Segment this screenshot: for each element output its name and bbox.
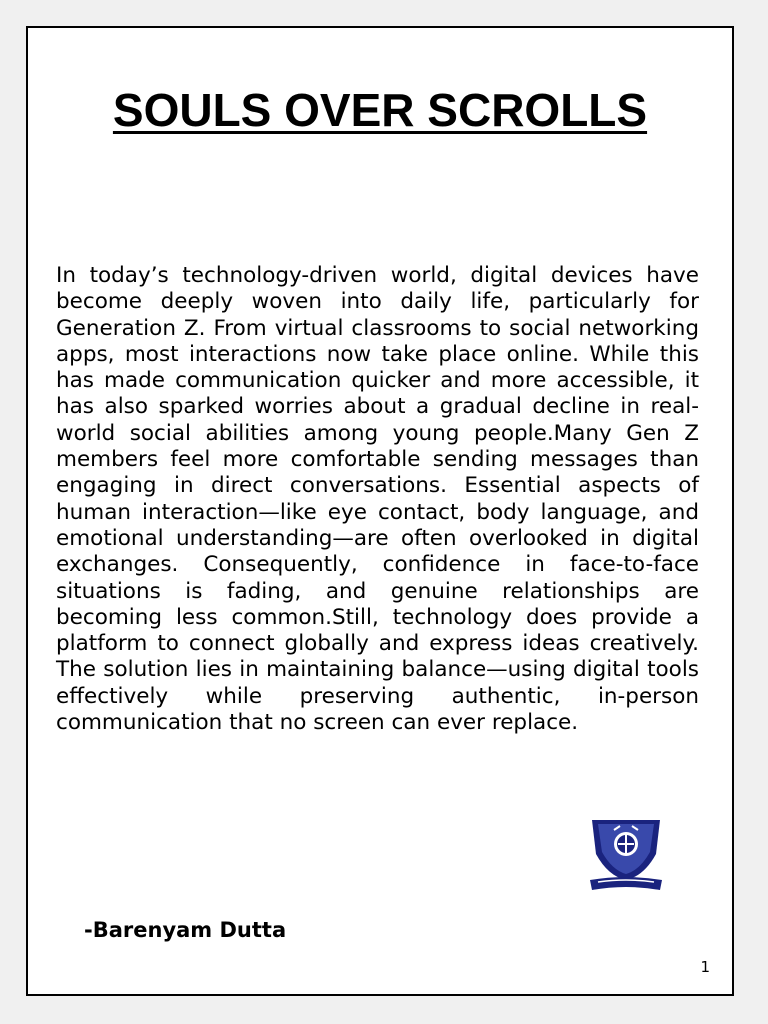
page-title: SOULS OVER SCROLLS	[112, 84, 648, 136]
document-page	[26, 26, 734, 996]
essay-body: In today’s technology-driven world, digital devices have become deeply woven into daily life, particularly for Generation Z. From virtual classrooms to social networking apps, most interactions now take place online. While this has made communication quicker and more accessible, it has also sparked worries about a gradual decline in real-world social abilities among young people.Many Gen Z members feel more comfortable sending messages than engaging in direct conversations. Essential aspects of human interaction—like eye contact, body language, and emotional understanding—are often overlooked in digital exchanges. Consequently, confidence in face-to-face situations is fading, and genuine relationships are becoming less common.Still, technology does provide a platform to connect globally and express ideas creatively. The solution lies in maintaining balance—using digital tools effectively while preserving authentic, in-person communication that no screen can ever replace.	[56, 263, 699, 736]
page-number: 1	[700, 958, 710, 976]
author-signature: -Barenyam Dutta	[84, 918, 287, 942]
school-crest-icon	[584, 814, 668, 896]
